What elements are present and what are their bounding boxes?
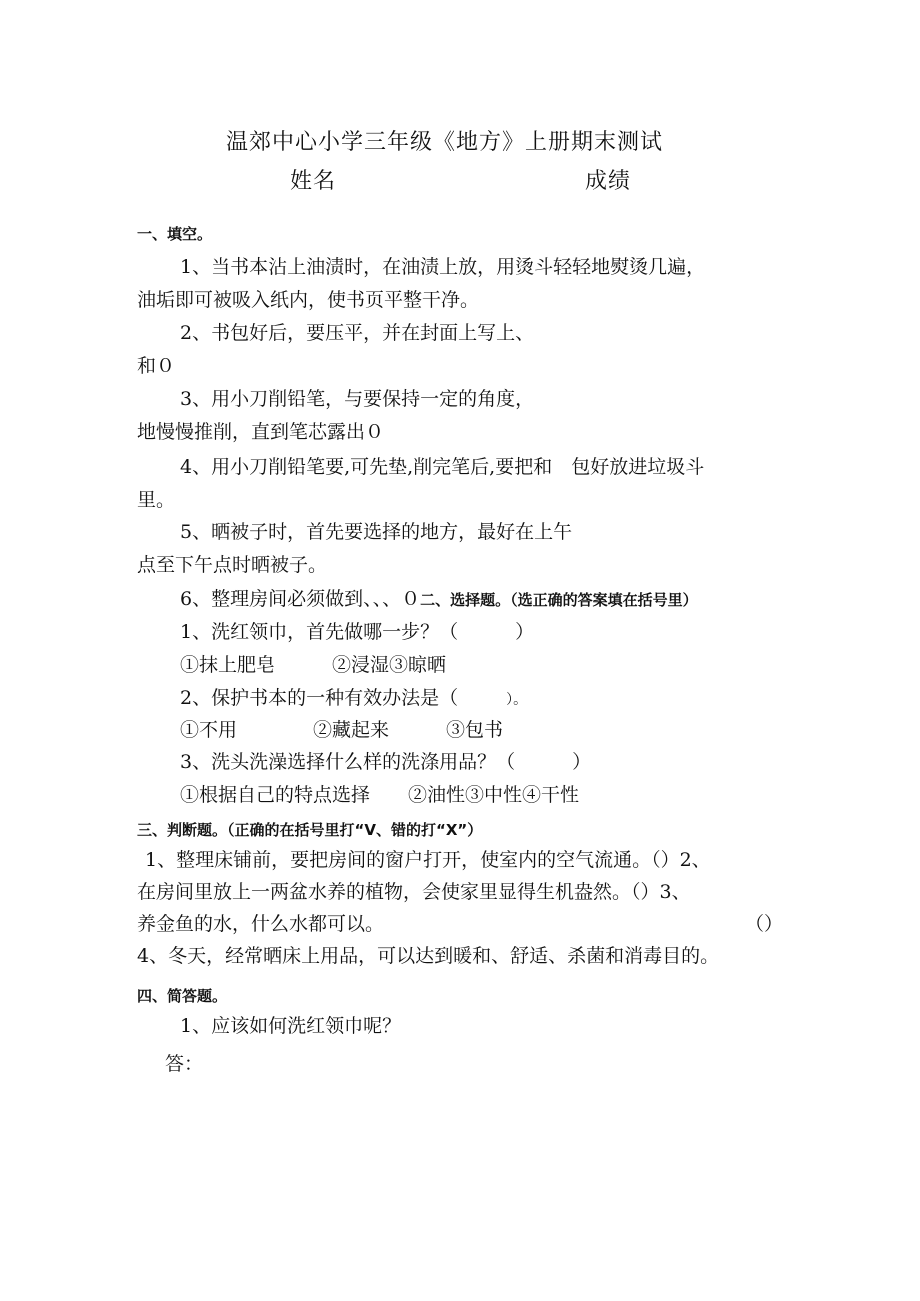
choice-q3-options: ①根据自己的特点选择 ②油性③中性④干性 — [180, 784, 580, 806]
page-title: 温郊中心小学三年级《地方》上册期末测试 — [226, 130, 664, 155]
fill-q2-line2: 和０ — [137, 355, 176, 377]
fill-q1-line1: 1、当书本沾上油渍时，在油渍上放，用烫斗轻轻地熨烫几遍， — [180, 256, 706, 278]
fill-q6-text: 6、整理房间必须做到、、、０ — [180, 588, 421, 610]
judge-line3: 养金鱼的水，什么水都可以。 — [137, 913, 385, 935]
section1-heading: 一、填空。 — [137, 225, 213, 243]
fill-q6 — [180, 587, 698, 612]
choice-q1-options: ①抹上肥皂 ②浸湿③晾晒 — [180, 654, 447, 676]
fill-q3-line1: 3、用小刀削铅笔，与要保持一定的角度， — [180, 388, 535, 410]
section3-heading: 三、判断题。（正确的在括号里打“V、错的打“X”） — [137, 821, 483, 839]
judge-line3-paren: （） — [745, 913, 784, 935]
fill-q5-line1: 5、晒被子时，首先要选择的地方，最好在上午 — [180, 521, 573, 543]
choice-q2-text: 2、保护书本的一种有效办法是（ — [180, 687, 459, 709]
choice-q2-end: ）。 — [506, 692, 528, 708]
fill-q2-line1: 2、书包好后，要压平，并在封面上写上、 — [180, 322, 535, 344]
judge-line4: 4、冬天，经常晒床上用品，可以达到暖和、舒适、杀菌和消毒目的。 — [137, 945, 720, 967]
fill-q4-line2: 里。 — [137, 489, 176, 511]
section2-heading: 二、选择题。（选正确的答案填在括号里） — [420, 591, 698, 609]
choice-q3: 3、洗头洗澡选择什么样的洗涤用品？（ ） — [180, 751, 592, 773]
fill-q4-line1: 4、用小刀削铅笔要,可先垫,削完笔后,要把和 包好放进垃圾斗 — [180, 456, 705, 478]
judge-line1: 1、整理床铺前，要把房间的窗户打开，使室内的空气流通。（）2、 — [145, 849, 711, 871]
choice-q1: 1、洗红领巾，首先做哪一步？（ ） — [180, 621, 535, 643]
fill-q5-line2: 点至下午点时晒被子。 — [137, 554, 328, 576]
answer-label: 答： — [165, 1053, 204, 1075]
name-label: 姓名 — [290, 169, 337, 194]
section4-heading: 四、简答题。 — [137, 987, 228, 1005]
choice-q2 — [180, 686, 527, 712]
choice-q2-options: ①不用 ②藏起来 ③包书 — [180, 719, 504, 741]
fill-q3-line2: 地慢慢推削，直到笔芯露出０ — [137, 421, 385, 443]
judge-line2: 在房间里放上一两盆水养的植物，会使家里显得生机盎然。（）3、 — [137, 881, 691, 903]
score-label: 成绩 — [585, 169, 632, 194]
fill-q1-line2: 油垢即可被吸入纸内，使书页平整干净。 — [137, 289, 480, 311]
short-answer-q1: 1、应该如何洗红领巾呢？ — [180, 1015, 402, 1037]
